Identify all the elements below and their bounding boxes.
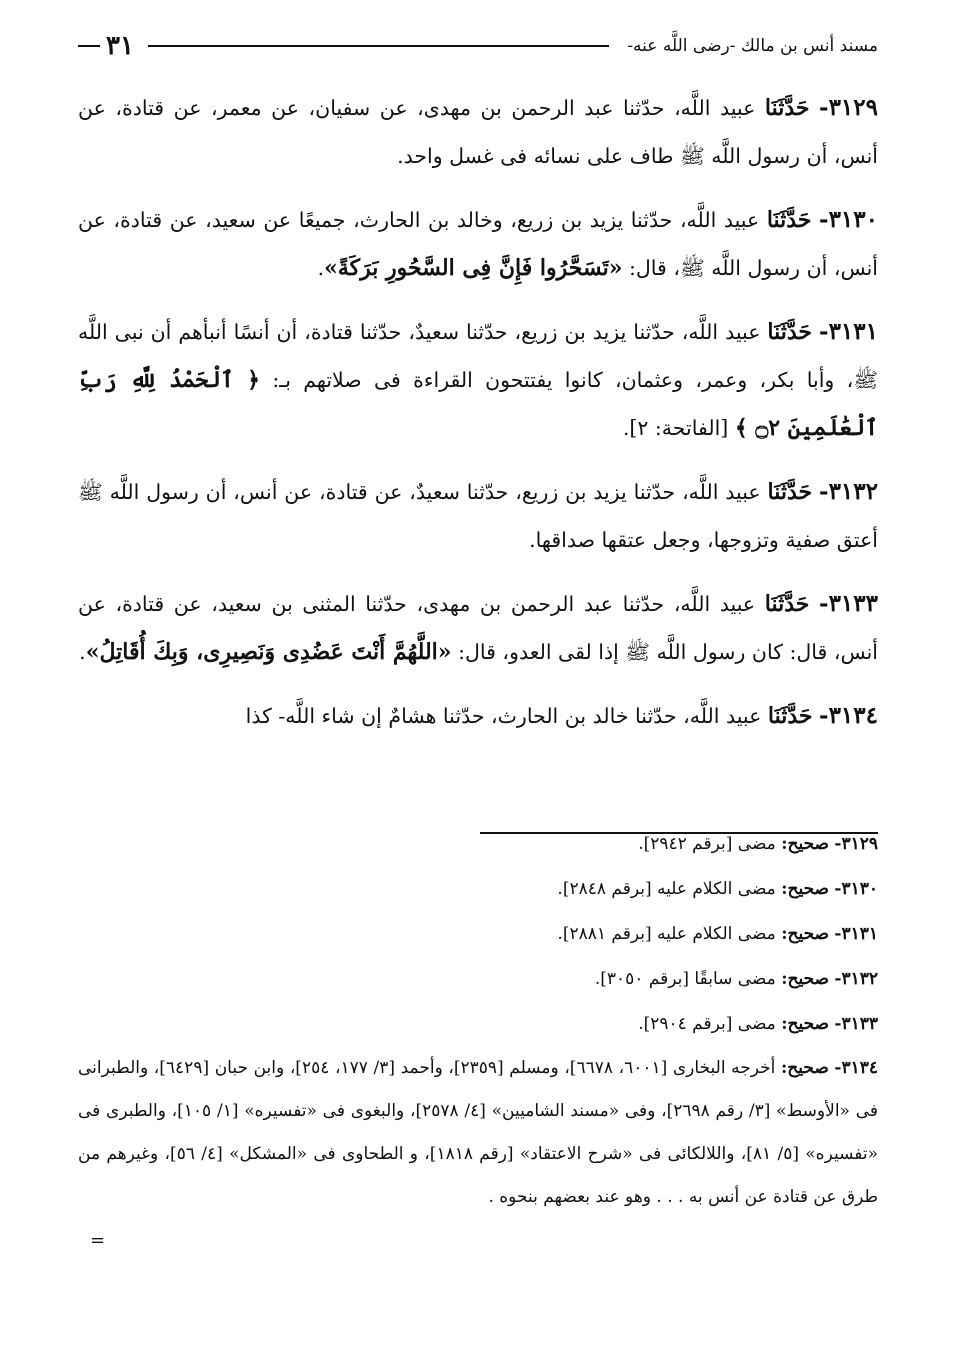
page-body (78, 0, 878, 1365)
footnote-grade: صحيح: (781, 1014, 829, 1034)
hadith-tail: . (317, 256, 325, 280)
hadith-number: ٣١٣٣- (819, 590, 878, 617)
hadith-3130 (78, 196, 878, 292)
haddathana-word: حَدَّثَنَا (767, 319, 813, 345)
hadith-text: عبيد اللَّه، حدّثنا يزيد بن زريع، حدّثنا سعيدٌ، حدّثنا قتادة، أن أنسًا أنبأهم أن نبى اللَّه ﷺ، وأبا بكر، وعمر، وعثمان، كانوا يفتتحون القراءة فى صلاتهم بـ: (78, 320, 878, 392)
hadith-number: ٣١٣٤- (819, 702, 878, 729)
book-title: مسند أنس بن مالك -رضى اللَّه عنه- (627, 36, 878, 56)
footnote-ref: ٣١٣٢- (834, 969, 878, 989)
hadith-3129 (78, 84, 878, 180)
footnote-ref: ٣١٣٣- (834, 1014, 878, 1034)
hadith-text: عبيد اللَّه، حدّثنا يزيد بن زريع، حدّثنا سعيدٌ، عن قتادة، عن أنس، أن رسول اللَّه ﷺ أعتق صفية وتزوجها، وجعل عتقها صداقها. (78, 480, 878, 552)
footnote-grade: صحيح: (781, 924, 829, 944)
footnote-text: مضى سابقًا [برقم ٣٠٥٠]. (594, 969, 776, 989)
haddathana-word: حَدَّثَنَا (767, 703, 813, 729)
footnote-text: مضى الكلام عليه [برقم ٢٨٤٨]. (557, 879, 776, 899)
footnote-text: أخرجه البخارى [٦٠٠١، ٦٦٧٨]، ومسلم [٢٣٥٩]، وأحمد [٣/ ١٧٧، ٢٥٤]، وابن حبان [٦٤٢٩]، والطبرانى فى «الأوسط» [٣/ رقم ٢٦٩٨]، وفى «مسند الشاميين» [٤/ ٢٥٧٨]، والبغوى فى «تفسيره» [١/ ١٠٥]، والطبرى فى «تفسيره» [٥/ ٨١]، واللالكائى فى «شرح الاعتقاد» [رقم ١٨١٨]، و الطحاوى فى «المشكل» [٤/ ٥٦]، وغيرهم من طرق عن قتادة عن أنس به . . . وهو عند بعضهم بنحوه . (78, 1058, 878, 1207)
footnote-3131 (78, 912, 878, 957)
hadith-text: عبيد اللَّه، حدّثنا خالد بن الحارث، حدّثنا هشامٌ إن شاء اللَّه- كذا (245, 704, 762, 728)
hadith-number: ٣١٣٢- (819, 478, 878, 505)
footnote-text: مضى الكلام عليه [برقم ٢٨٨١]. (557, 924, 776, 944)
hadith-3132 (78, 468, 878, 564)
footnote-ref: ٣١٣٤- (834, 1058, 879, 1078)
hadith-text: عبيد اللَّه، حدّثنا عبد الرحمن بن مهدى، حدّثنا المثنى بن سعيد، عن قتادة، عن أنس، قال: كان رسول اللَّه ﷺ إذا لقى العدو، قال: (78, 592, 878, 664)
hadith-number: ٣١٣٠- (819, 206, 878, 233)
hadith-number: ٣١٣١- (819, 318, 878, 345)
prophetic-quote: «تَسَحَّرُوا فَإِنَّ فِى السَّحُورِ بَرَكَةً» (324, 255, 623, 281)
footnote-ref: ٣١٢٩- (834, 834, 878, 854)
hadith-text: عبيد اللَّه، حدّثنا عبد الرحمن بن مهدى، عن سفيان، عن معمر، عن قتادة، عن أنس، أن رسول اللَّه ﷺ طاف على نسائه فى غسل واحد. (78, 96, 878, 168)
footnote-3134 (78, 1047, 878, 1219)
footnote-ref: ٣١٣٠- (834, 879, 878, 899)
footnote-grade: صحيح: (781, 969, 829, 989)
hadith-tail: . (79, 640, 86, 664)
prophetic-quote: «اللَّهُمَّ أَنْتَ عَضُدِى وَنَصِيرِى، وَبِكَ أُقَاتِلُ» (85, 639, 452, 665)
hadith-list (78, 84, 878, 756)
footnote-3130 (78, 867, 878, 912)
footnote-text: مضى [برقم ٢٩٤٢]. (638, 834, 776, 854)
footnote-grade: صحيح: (781, 1058, 829, 1078)
hadith-tail: [الفاتحة: ٢]. (622, 416, 729, 440)
haddathana-word: حَدَّثَنَا (767, 479, 813, 505)
hadith-3133 (78, 580, 878, 676)
continuation-mark: = (90, 1230, 106, 1251)
hadith-3134 (78, 692, 878, 740)
footnote-text: مضى [برقم ٢٩٠٤]. (638, 1014, 776, 1034)
footnote-ref: ٣١٣١- (834, 924, 878, 944)
footnote-3133 (78, 1002, 878, 1047)
haddathana-word: حَدَّثَنَا (764, 591, 810, 617)
footnote-grade: صحيح: (781, 879, 829, 899)
hadith-3131 (78, 308, 878, 452)
footnotes (78, 822, 878, 1219)
running-header (78, 26, 878, 66)
hadith-text: عبيد اللَّه، حدّثنا يزيد بن زريع، وخالد بن الحارث، جميعًا عن سعيد، عن قتادة، عن أنس، أن رسول اللَّه ﷺ، قال: (78, 208, 878, 280)
header-rule (148, 45, 609, 47)
header-dash (78, 45, 100, 47)
haddathana-word: حَدَّثَنَا (766, 207, 812, 233)
haddathana-word: حَدَّثَنَا (764, 95, 810, 121)
footnote-3132 (78, 957, 878, 1002)
hadith-number: ٣١٢٩- (819, 94, 878, 121)
quran-verse: ﴿ ٱلْحَمْدُ لِلَّهِ رَبِّ ٱلْعَٰلَمِينَ ۝٢ ﴾ (78, 367, 878, 441)
footnote-grade: صحيح: (781, 834, 829, 854)
footnote-3129 (78, 822, 878, 867)
page-number: ٣١ (106, 31, 134, 61)
